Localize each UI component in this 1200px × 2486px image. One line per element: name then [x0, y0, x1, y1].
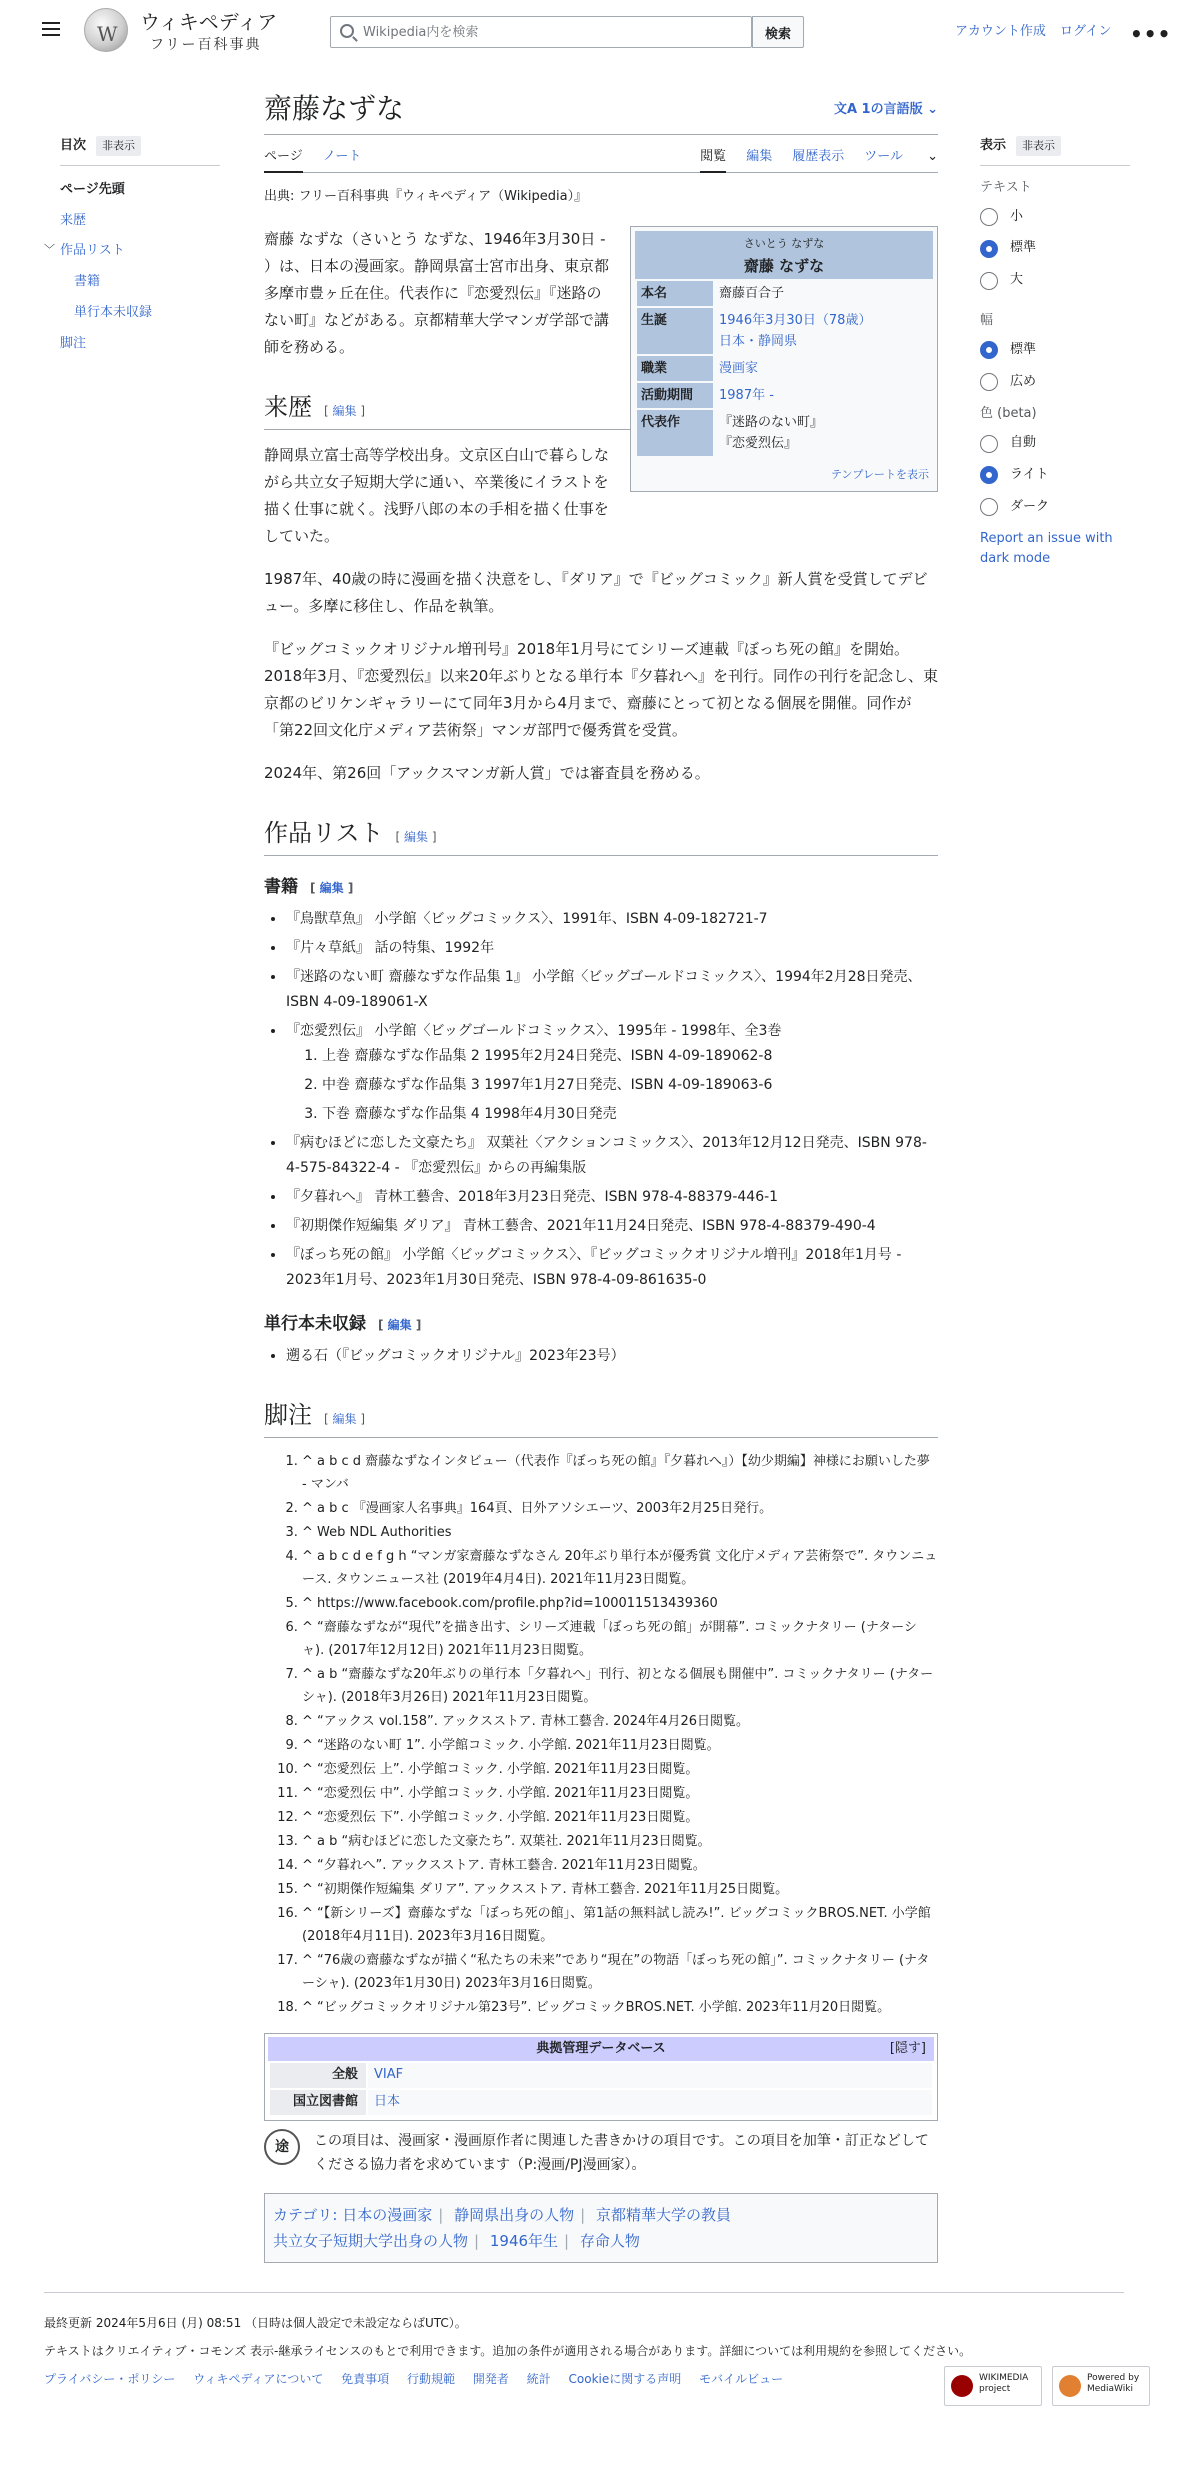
radio-icon[interactable]	[980, 208, 998, 226]
toc-item-history[interactable]: 来歴	[60, 212, 87, 228]
edit-link[interactable]: 編集	[332, 403, 357, 418]
list-item: 2. 中巻 齋藤なずな作品集 3 1997年1月27日発売、ISBN 4-09-189063-6	[322, 1073, 938, 1098]
footer-link[interactable]: 統計	[526, 2372, 551, 2386]
reference-item[interactable]: 1. ^ a b c d 齋藤なずなインタビュー（代表作『ぼっち死の館』『夕暮れへ』）【幼少期編】神様にお願いした夢 - マンバ	[302, 1450, 938, 1496]
category-link[interactable]: 共立女子短期大学出身の人物	[273, 2231, 469, 2250]
tab-history[interactable]: 履歴表示	[792, 149, 845, 164]
footer-link[interactable]: 行動規範	[407, 2372, 456, 2386]
radio-icon[interactable]	[980, 373, 998, 391]
list-item: • 『鳥獣草魚』 小学館〈ビッグコミックス〉、1991年、ISBN 4-09-182721-7	[286, 907, 938, 932]
infobox	[630, 226, 938, 492]
reference-item[interactable]: 12. ^ “恋愛烈伝 下”. 小学館コミック. 小学館. 2021年11月23日閲覧。	[302, 1806, 938, 1829]
reference-item[interactable]: 6. ^ “齋藤なずなが“現代”を描き出す、シリーズ連載「ぼっち死の館」が開幕”. コミックナタリー (ナターシャ). (2017年12月12日) 2021年11月23日閲覧。	[302, 1616, 938, 1662]
section-uncollected-heading: 単行本未収録 [ 編集 ]	[264, 1313, 422, 1334]
radio-selected-icon[interactable]	[980, 466, 998, 484]
edit-link[interactable]: 編集	[387, 1317, 412, 1332]
reference-item[interactable]: 17. ^ “76歳の齋藤なずなが描く“私たちの未来”であり“現在”の物語「ぼっち死の館」”. コミックナタリー (ナターシャ). (2023年1月30日) 2023年3月16日閲覧。	[302, 1949, 938, 1995]
reference-item[interactable]: 14. ^ “夕暮れへ”. アックスストア. 青林工藝舎. 2021年11月23日閲覧。	[302, 1854, 938, 1877]
toc-item-works[interactable]: 作品リスト	[60, 243, 125, 259]
category-link[interactable]: 日本の漫画家	[342, 2205, 433, 2224]
infobox-row: 職業 漫画家	[637, 356, 931, 381]
color-label: 色 (beta)	[980, 406, 1037, 422]
appearance-panel	[980, 136, 1130, 569]
page-footer	[44, 2292, 1140, 2394]
toc-item-top[interactable]: ページ先頭	[60, 181, 125, 197]
appearance-header	[980, 136, 1130, 166]
option-label: 標準	[1010, 240, 1037, 256]
mediawiki-logo-icon	[1059, 2375, 1081, 2397]
option-label: ライト	[1010, 466, 1049, 482]
category-link[interactable]: 1946年生	[489, 2231, 559, 2250]
last-updated: 最終更新 2024年5月6日 (月) 08:51 （日時は個人設定で未設定ならばUTC）。	[44, 2316, 467, 2330]
authority-header: 典拠管理データベース [隠す]	[268, 2037, 934, 2061]
infobox-ruby: さいとう なずな	[743, 236, 825, 250]
section-notes-heading: 脚注 [ 編集 ]	[264, 1397, 938, 1438]
search-input[interactable]	[363, 21, 743, 43]
option-label: ダーク	[1010, 498, 1050, 514]
wikipedia-logo-icon[interactable]	[84, 8, 128, 52]
text-size-small-option[interactable]	[980, 207, 1130, 228]
footer-link[interactable]: ウィキペディアについて	[193, 2372, 324, 2386]
category-link[interactable]: 静岡県出身の人物	[454, 2205, 575, 2224]
language-button[interactable]: 文A 1の言語版 ⌄	[833, 102, 938, 117]
main-menu-icon[interactable]	[42, 22, 60, 36]
ndl-link[interactable]: 日本	[374, 2093, 401, 2109]
edit-link[interactable]: 編集	[319, 880, 344, 895]
section-history-heading: 来歴 [ 編集 ]	[264, 389, 938, 430]
reference-item[interactable]: 18. ^ “ビッグコミックオリジナル第23号”. ビッグコミックBROS.NET. 小学館. 2023年11月20日閲覧。	[302, 1996, 938, 2019]
reference-item[interactable]: 5. ^ https://www.facebook.com/profile.php?id=100011513439360	[302, 1592, 938, 1615]
references-list	[302, 1450, 938, 2019]
authority-row: 全般 VIAF	[270, 2063, 932, 2088]
radio-icon[interactable]	[980, 435, 998, 453]
radio-icon[interactable]	[980, 272, 998, 290]
site-header	[0, 0, 1200, 66]
appearance-hide-button[interactable]: 非表示	[1016, 136, 1061, 156]
site-title[interactable]: ウィキペディア	[140, 10, 278, 34]
report-dark-mode-link[interactable]: Report an issue with dark mode	[980, 530, 1113, 566]
text-size-label: テキスト	[980, 179, 1032, 195]
radio-selected-icon[interactable]	[980, 240, 998, 258]
search-box[interactable]	[330, 16, 752, 48]
wikimedia-logo-icon	[951, 2375, 973, 2397]
list-item: • 遡る石（『ビッグコミックオリジナル』2023年23号）	[286, 1344, 938, 1369]
intro-paragraph: 齋藤 なずな（さいとう なずな、1946年3月30日 - ）は、日本の漫画家。静岡県富士宮市出身、東京都多摩市豊ヶ丘在住。代表作に『恋愛烈伝』『迷路のない町』などがある。京都精華大学マンガ学部で講師を務める。	[264, 229, 610, 356]
tab-edit[interactable]: 編集	[746, 149, 773, 164]
reference-item[interactable]: 8. ^ “アックス vol.158”. アックスストア. 青林工藝舎. 2024年4月26日閲覧。	[302, 1710, 938, 1733]
list-item: • 『ぼっち死の館』 小学館〈ビッグコミックス〉、『ビッグコミックオリジナル増刊』2018年1月号 - 2023年1月号、2023年1月30日発売、ISBN 978-4-09-861635-0	[286, 1243, 938, 1293]
category-box: カテゴリ: 日本の漫画家 | 静岡県出身の人物 | 京都精華大学の教員 共立女子短期大学出身の人物 | 1946年生 | 存命人物	[264, 2193, 938, 2263]
reference-item[interactable]: 15. ^ “初期傑作短編集 ダリア”. アックスストア. 青林工藝舎. 2021年11月25日閲覧。	[302, 1878, 938, 1901]
edit-link[interactable]: 編集	[332, 1412, 357, 1427]
authority-row: 国立図書館 日本	[270, 2090, 932, 2115]
reference-item[interactable]: 4. ^ a b c d e f g h “マンガ家齋藤なずなさん 20年ぶり単行本が優秀賞 文化庁メディア芸術祭で”. タウンニュース. タウンニュース社 (2019年4月4日). 2021年11月23日閲覧。	[302, 1545, 938, 1591]
option-label: 自動	[1010, 435, 1037, 451]
language-label: 1の言語版	[861, 102, 923, 117]
translate-icon: 文A	[833, 102, 862, 117]
color-dark-option[interactable]	[980, 497, 1130, 518]
infobox-title	[635, 231, 933, 279]
viaf-link[interactable]: VIAF	[374, 2067, 404, 2083]
infobox-row: 活動期間 1987年 -	[637, 383, 931, 408]
tab-page[interactable]: ページ	[264, 147, 303, 173]
table-of-contents	[44, 136, 220, 365]
tab-talk[interactable]: ノート	[322, 149, 362, 164]
login-link[interactable]: ログイン	[1060, 24, 1112, 39]
toc-hide-button[interactable]: 非表示	[96, 136, 141, 156]
reference-item[interactable]: 9. ^ “迷路のない町 1”. 小学館コミック. 小学館. 2021年11月23日閲覧。	[302, 1734, 938, 1757]
more-options-icon[interactable]: •••	[1130, 22, 1172, 46]
search-icon	[340, 24, 354, 38]
wikimedia-badge[interactable]: WIKIMEDIA project	[944, 2366, 1042, 2406]
option-label: 広め	[1010, 373, 1037, 389]
authority-hide-link[interactable]: [隠す]	[889, 2041, 926, 2057]
infobox-row: 本名 齋藤百合子	[637, 281, 931, 306]
reference-item[interactable]: 13. ^ a b “病むほどに恋した文豪たち”. 双葉社. 2021年11月23日閲覧。	[302, 1830, 938, 1853]
infobox-row: 生誕 1946年3月30日（78歳） 日本・静岡県	[637, 308, 931, 354]
list-item: • 『初期傑作短編集 ダリア』 青林工藝舎、2021年11月24日発売、ISBN 978-4-88379-490-4	[286, 1214, 938, 1239]
edit-link[interactable]: 編集	[404, 829, 429, 844]
toc-item-books[interactable]: 書籍	[74, 274, 101, 290]
stub-icon: 途	[264, 2129, 300, 2165]
width-label: 幅	[980, 312, 994, 328]
tab-read[interactable]: 閲覧	[700, 147, 726, 173]
list-item: • 『片々草紙』 話の特集、1992年	[286, 936, 938, 961]
site-subtitle: フリー百科事典	[150, 37, 262, 53]
user-links	[955, 22, 1121, 43]
toc-header	[60, 136, 220, 166]
option-label: 大	[1010, 272, 1024, 288]
page-tabs	[264, 147, 938, 173]
option-label: 標準	[1010, 341, 1037, 357]
text-size-standard-option[interactable]	[980, 238, 1130, 259]
reference-item[interactable]: 7. ^ a b “齋藤なずな20年ぶりの単行本「夕暮れへ」刊行、初となる個展も開催中”. コミックナタリー (ナターシャ). (2018年3月26日) 2021年11月23日閲覧。	[302, 1663, 938, 1709]
create-account-link[interactable]: アカウント作成	[955, 24, 1046, 39]
radio-selected-icon[interactable]	[980, 341, 998, 359]
radio-icon[interactable]	[980, 498, 998, 516]
chevron-down-icon[interactable]: ﹀	[44, 243, 55, 257]
list-item: • 『病むほどに恋した文豪たち』 双葉社〈アクションコミックス〉、2013年12月12日発売、ISBN 978-4-575-84322-4 - 『恋愛烈伝』からの再編集版	[286, 1131, 938, 1181]
color-light-option[interactable]	[980, 465, 1130, 486]
license-text: テキストはクリエイティブ・コモンズ 表示-継承ライセンスのもとで利用できます。追加の条件が適用される場合があります。詳細については利用規約を参照してください。	[44, 2344, 972, 2358]
page-title: 齋藤なずな	[264, 88, 938, 135]
history-paragraph: 静岡県立富士高等学校出身。文京区白山で暮らしながら共立女子短期大学に通い、卒業後にイラストを描く仕事に就く。浅野八郎の本の手相を描く仕事をしていた。	[264, 445, 610, 545]
option-label: 小	[1010, 208, 1024, 224]
footer-link[interactable]: プライバシー・ポリシー	[44, 2372, 176, 2386]
tab-tools[interactable]: ツール ⌄	[864, 149, 938, 164]
toc-heading: 目次	[60, 138, 87, 153]
history-paragraph: 2024年、第26回「アックスマンガ新人賞」では審査員を務める。	[264, 763, 710, 782]
uncollected-list	[286, 1344, 938, 1369]
mediawiki-badge[interactable]: Powered by MediaWiki	[1052, 2366, 1150, 2406]
history-paragraph: 『ビッグコミックオリジナル増刊号』2018年1月号にてシリーズ連載『ぼっち死の館』を開始。2018年3月、『恋愛烈伝』以来20年ぶりとなる単行本『夕暮れへ』を刊行。同作の刊行を記念し、東京都のビリケンギャラリーにて同年3月から4月まで、齋藤にとって初となる個展を開催。同作が「第22回文化庁メディア芸術祭」マンガ部門で優秀賞を受賞。	[264, 639, 939, 739]
width-standard-option[interactable]	[980, 340, 1130, 361]
reference-item[interactable]: 10. ^ “恋愛烈伝 上”. 小学館コミック. 小学館. 2021年11月23日閲覧。	[302, 1758, 938, 1781]
books-list	[286, 907, 938, 1293]
article-content	[264, 88, 938, 2263]
birthplace-link[interactable]: 日本・静岡県	[719, 333, 798, 349]
infobox-row: 代表作 『迷路のない町』 『恋愛烈伝』	[637, 410, 931, 456]
appearance-heading: 表示	[980, 138, 1007, 153]
category-link[interactable]: 京都精華大学の教員	[595, 2205, 731, 2224]
category-link[interactable]: 存命人物	[579, 2231, 640, 2250]
footer-link[interactable]: モバイルビュー	[699, 2372, 784, 2386]
reference-item[interactable]: 2. ^ a b c 『漫画家人名事典』164頁、日外アソシエーツ、2003年2月25日発行。	[302, 1497, 938, 1520]
list-item: 3. 下巻 齋藤なずな作品集 4 1998年4月30日発売	[322, 1102, 938, 1127]
color-auto-option[interactable]	[980, 433, 1130, 454]
reference-item[interactable]: 11. ^ “恋愛烈伝 中”. 小学館コミック. 小学館. 2021年11月23日閲覧。	[302, 1782, 938, 1805]
reference-item[interactable]: 3. ^ Web NDL Authorities	[302, 1521, 938, 1544]
width-wide-option[interactable]	[980, 372, 1130, 393]
toc-item-notes[interactable]: 脚注	[60, 335, 87, 351]
categories-label[interactable]: カテゴリ:	[273, 2205, 338, 2224]
section-books-heading: 書籍 [ 編集 ]	[264, 876, 354, 897]
list-item: • 『恋愛烈伝』 小学館〈ビッグゴールドコミックス〉、1995年 - 1998年、全3巻 1. 上巻 齋藤なずな作品集 2 1995年2月24日発売、ISBN 4-09-189062-8 2. 中巻 齋藤なずな作品集 3 1997年1月27日発売、ISBN 4-09-189063-6 3. 下巻 齋藤なずな作品集 4 1998年4月30日発売	[286, 1019, 938, 1127]
search-button[interactable]: 検索	[752, 16, 804, 48]
footer-link[interactable]: Cookieに関する声明	[568, 2372, 682, 2386]
infobox-name: 齋藤 なずな	[743, 256, 825, 275]
source-note: 出典: フリー百科事典『ウィキペディア（Wikipedia）』	[264, 189, 588, 204]
list-item: 1. 上巻 齋藤なずな作品集 2 1995年2月24日発売、ISBN 4-09-189062-8	[322, 1044, 938, 1069]
text-size-large-option[interactable]	[980, 270, 1130, 291]
stub-notice	[264, 2129, 938, 2177]
reference-item[interactable]: 16. ^ “【新シリーズ】齋藤なずな「ぼっち死の館」、第1話の無料試し読み!”. ビッグコミックBROS.NET. 小学館 (2018年4月11日). 2023年3月16日閲覧。	[302, 1902, 938, 1948]
birth-date-link[interactable]: 1946年3月30日（78歳）	[719, 312, 872, 328]
volumes-list	[322, 1044, 938, 1127]
section-works-heading: 作品リスト [ 編集 ]	[264, 815, 938, 856]
show-template-link[interactable]: テンプレートを表示	[830, 467, 929, 481]
list-item: • 『迷路のない町 齋藤なずな作品集 1』 小学館〈ビッグゴールドコミックス〉、1994年2月28日発売、ISBN 4-09-189061-X	[286, 965, 938, 1015]
toc-item-uncollected[interactable]: 単行本未収録	[74, 304, 153, 320]
footer-link[interactable]: 開発者	[472, 2372, 509, 2386]
stub-text: この項目は、漫画家・漫画原作者に関連した書きかけの項目です。この項目を加筆・訂正などしてくださる協力者を求めています（P:漫画/PJ漫画家）。	[314, 2132, 929, 2173]
authority-control	[264, 2033, 938, 2121]
list-item: • 『夕暮れへ』 青林工藝舎、2018年3月23日発売、ISBN 978-4-88379-446-1	[286, 1185, 938, 1210]
footer-link[interactable]: 免責事項	[341, 2372, 390, 2386]
history-paragraph: 1987年、40歳の時に漫画を描く決意をし、『ダリア』で『ビッグコミック』新人賞を受賞してデビュー。多摩に移住し、作品を執筆。	[264, 569, 928, 615]
